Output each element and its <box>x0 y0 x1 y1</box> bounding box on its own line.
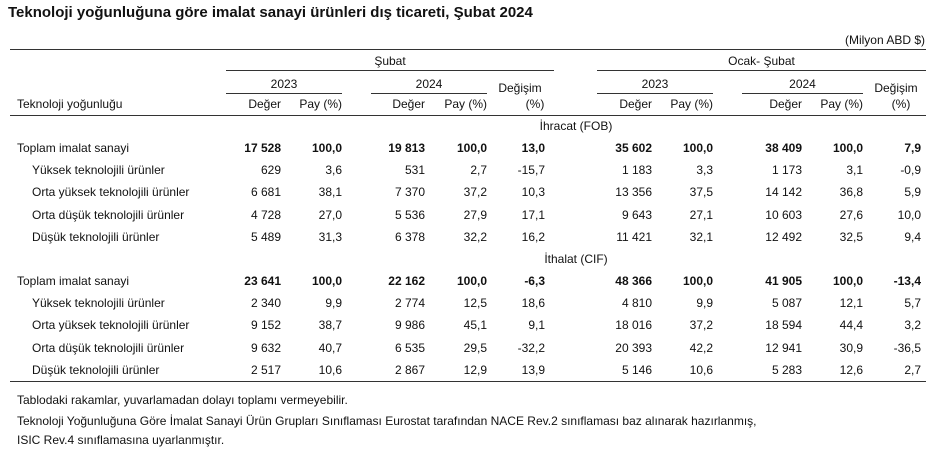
table-cell: 38,7 <box>318 318 342 333</box>
table-cell: 2 340 <box>250 296 281 311</box>
table-cell: -13,4 <box>893 274 921 288</box>
rule-bottom <box>10 381 926 382</box>
rule-header-bottom <box>10 115 926 116</box>
header-year-p1-2023: 2023 <box>270 77 298 91</box>
table-cell: 27,1 <box>689 207 713 222</box>
table-cell: 6 535 <box>394 340 425 355</box>
table-cell: 9,1 <box>528 318 545 333</box>
table-cell: 3,3 <box>696 163 713 178</box>
table-cell: 9 632 <box>250 340 281 355</box>
table-cell: -32,2 <box>517 340 545 355</box>
table-cell: 38,1 <box>318 185 342 200</box>
rule-y1-2024 <box>371 93 487 94</box>
table-cell: 10 603 <box>765 207 802 222</box>
row-label: Düşük teknolojili ürünler <box>32 229 160 244</box>
header-period1: Şubat <box>374 54 406 68</box>
table-cell: 32,2 <box>463 229 487 244</box>
table-cell: 5 283 <box>771 362 802 377</box>
table-cell: 5 146 <box>621 362 652 377</box>
table-cell: 32,1 <box>689 229 713 244</box>
table-cell: 17 528 <box>244 141 281 155</box>
table-cell: 100,0 <box>311 274 342 288</box>
header-change-p2: Değişim <box>874 81 918 95</box>
table-cell: 2 867 <box>394 362 425 377</box>
header-change-unit-p2: (%) <box>891 97 911 111</box>
table-cell: 27,9 <box>463 207 487 222</box>
header-value: Değer <box>392 97 425 111</box>
table-cell: 41 905 <box>765 274 802 288</box>
table-cell: 4 728 <box>250 207 281 222</box>
table-cell: 23 641 <box>244 274 281 288</box>
table-cell: 12,5 <box>463 296 487 311</box>
rule-y2-2024 <box>742 93 863 94</box>
footnote-3: ISIC Rev.4 sınıflamasına uyarlanmıştır. <box>17 433 225 447</box>
table-cell: 531 <box>404 163 425 178</box>
row-label: Orta düşük teknolojili ürünler <box>32 207 185 222</box>
table-cell: 19 813 <box>388 141 425 155</box>
table-cell: 629 <box>260 163 281 178</box>
table-cell: 13 356 <box>615 185 652 200</box>
table-cell: 12,9 <box>463 362 487 377</box>
table-cell: 14 142 <box>765 185 802 200</box>
table-cell: 10,3 <box>521 185 545 200</box>
table-cell: 36,8 <box>839 185 863 200</box>
row-label: Toplam imalat sanayi <box>17 274 130 288</box>
rule-top <box>10 49 926 50</box>
table-cell: 9,4 <box>904 229 921 244</box>
header-change-unit-p1: (%) <box>525 97 545 111</box>
table-cell: 29,5 <box>463 340 487 355</box>
table-cell: 35 602 <box>615 141 652 155</box>
table-cell: 3,6 <box>325 163 342 178</box>
table-cell: 48 366 <box>615 274 652 288</box>
table-cell: 9 986 <box>394 318 425 333</box>
table-cell: 27,0 <box>318 207 342 222</box>
unit-label: (Milyon ABD $) <box>844 33 925 47</box>
table-cell: 9,9 <box>696 296 713 311</box>
table-cell: 1 183 <box>621 163 652 178</box>
table-cell: 9,9 <box>325 296 342 311</box>
table-cell: 13,9 <box>521 362 545 377</box>
table-cell: 44,4 <box>839 318 863 333</box>
row-label: Orta düşük teknolojili ürünler <box>32 340 185 355</box>
table-cell: 11 421 <box>616 229 652 244</box>
table-cell: 2,7 <box>470 163 487 178</box>
page-title: Teknoloji yoğunluğuna göre imalat sanayi ürünleri dış ticareti, Şubat 2024 <box>8 4 533 21</box>
table-cell: 12 941 <box>765 340 802 355</box>
table-cell: 18 594 <box>765 318 802 333</box>
header-value: Değer <box>769 97 802 111</box>
header-value: Değer <box>619 97 652 111</box>
table-cell: 100,0 <box>456 141 487 155</box>
table-cell: 40,7 <box>318 340 342 355</box>
footnote-2: Teknoloji Yoğunluğuna Göre İmalat Sanayi Ürün Grupları Sınıflaması Eurostat tarafından NACE Rev.2 sınıflaması baz alınarak hazırlanmış, <box>17 414 757 428</box>
header-row-label: Teknoloji yoğunluğu <box>17 97 123 111</box>
row-label: Orta yüksek teknolojili ürünler <box>32 318 190 333</box>
header-year-p1-2024: 2024 <box>415 77 443 91</box>
table-cell: 3,1 <box>846 163 863 178</box>
table-cell: 7 370 <box>394 185 425 200</box>
row-label: Toplam imalat sanayi <box>17 141 130 155</box>
header-period2: Ocak- Şubat <box>728 54 795 68</box>
table-cell: 32,5 <box>839 229 863 244</box>
table-cell: 5 489 <box>250 229 281 244</box>
table-cell: 100,0 <box>456 274 487 288</box>
table-cell: 42,2 <box>689 340 713 355</box>
section-label: İthalat (CIF) <box>544 252 608 266</box>
table-cell: 100,0 <box>682 274 713 288</box>
table-cell: 31,3 <box>318 229 342 244</box>
table-cell: 12,6 <box>839 362 863 377</box>
table-cell: 12 492 <box>765 229 802 244</box>
table-cell: 3,2 <box>904 318 921 333</box>
table-cell: 1 173 <box>771 163 802 178</box>
table-cell: 100,0 <box>832 274 863 288</box>
table-cell: 2 774 <box>394 296 425 311</box>
table-cell: 18 016 <box>615 318 652 333</box>
table-cell: 10,0 <box>897 207 921 222</box>
header-value: Değer <box>248 97 281 111</box>
table-cell: -36,5 <box>893 340 921 355</box>
table-cell: 6 681 <box>250 185 281 200</box>
row-label: Orta yüksek teknolojili ürünler <box>32 185 190 200</box>
header-change-p1: Değişim <box>498 81 542 95</box>
table-cell: 37,2 <box>463 185 487 200</box>
table-cell: 2,7 <box>904 362 921 377</box>
rule-period2 <box>597 70 926 71</box>
footnote-1: Tablodaki rakamlar, yuvarlamadan dolayı toplamı vermeyebilir. <box>17 393 348 407</box>
table-cell: 13,0 <box>521 141 545 155</box>
table-cell: 5 087 <box>771 296 802 311</box>
header-share: Pay (%) <box>670 97 713 111</box>
table-cell: -15,7 <box>517 163 545 178</box>
table-cell: 45,1 <box>463 318 487 333</box>
rule-y1-2023 <box>226 93 342 94</box>
table-cell: 9 152 <box>250 318 281 333</box>
table-cell: 37,2 <box>689 318 713 333</box>
header-year-p2-2023: 2023 <box>641 77 669 91</box>
table-cell: -0,9 <box>900 163 921 178</box>
table-cell: 4 810 <box>621 296 652 311</box>
rule-period1 <box>226 70 554 71</box>
table-cell: 2 517 <box>250 362 281 377</box>
table-cell: -6,3 <box>524 274 545 288</box>
row-label: Yüksek teknolojili ürünler <box>32 296 165 311</box>
table-cell: 20 393 <box>615 340 652 355</box>
row-label: Düşük teknolojili ürünler <box>32 362 160 377</box>
table-cell: 16,2 <box>521 229 545 244</box>
table-cell: 100,0 <box>682 141 713 155</box>
table-cell: 22 162 <box>388 274 425 288</box>
table-cell: 12,1 <box>839 296 863 311</box>
table-cell: 10,6 <box>689 362 713 377</box>
rule-y2-2023 <box>597 93 713 94</box>
table-cell: 5 536 <box>394 207 425 222</box>
table-cell: 17,1 <box>521 207 545 222</box>
table-cell: 9 643 <box>621 207 652 222</box>
table-cell: 10,6 <box>318 362 342 377</box>
table-cell: 7,9 <box>904 141 921 155</box>
table-cell: 100,0 <box>311 141 342 155</box>
table-cell: 5,9 <box>904 185 921 200</box>
row-label: Yüksek teknolojili ürünler <box>32 163 165 178</box>
table-cell: 5,7 <box>904 296 921 311</box>
table-cell: 18,6 <box>521 296 545 311</box>
table-cell: 30,9 <box>839 340 863 355</box>
table-cell: 100,0 <box>832 141 863 155</box>
table-cell: 37,5 <box>689 185 713 200</box>
header-share: Pay (%) <box>820 97 863 111</box>
table-cell: 27,6 <box>839 207 863 222</box>
header-share: Pay (%) <box>299 97 342 111</box>
table-cell: 6 378 <box>394 229 425 244</box>
header-year-p2-2024: 2024 <box>789 77 816 91</box>
table-cell: 38 409 <box>765 141 802 155</box>
section-label: İhracat (FOB) <box>539 119 613 133</box>
header-share: Pay (%) <box>444 97 487 111</box>
